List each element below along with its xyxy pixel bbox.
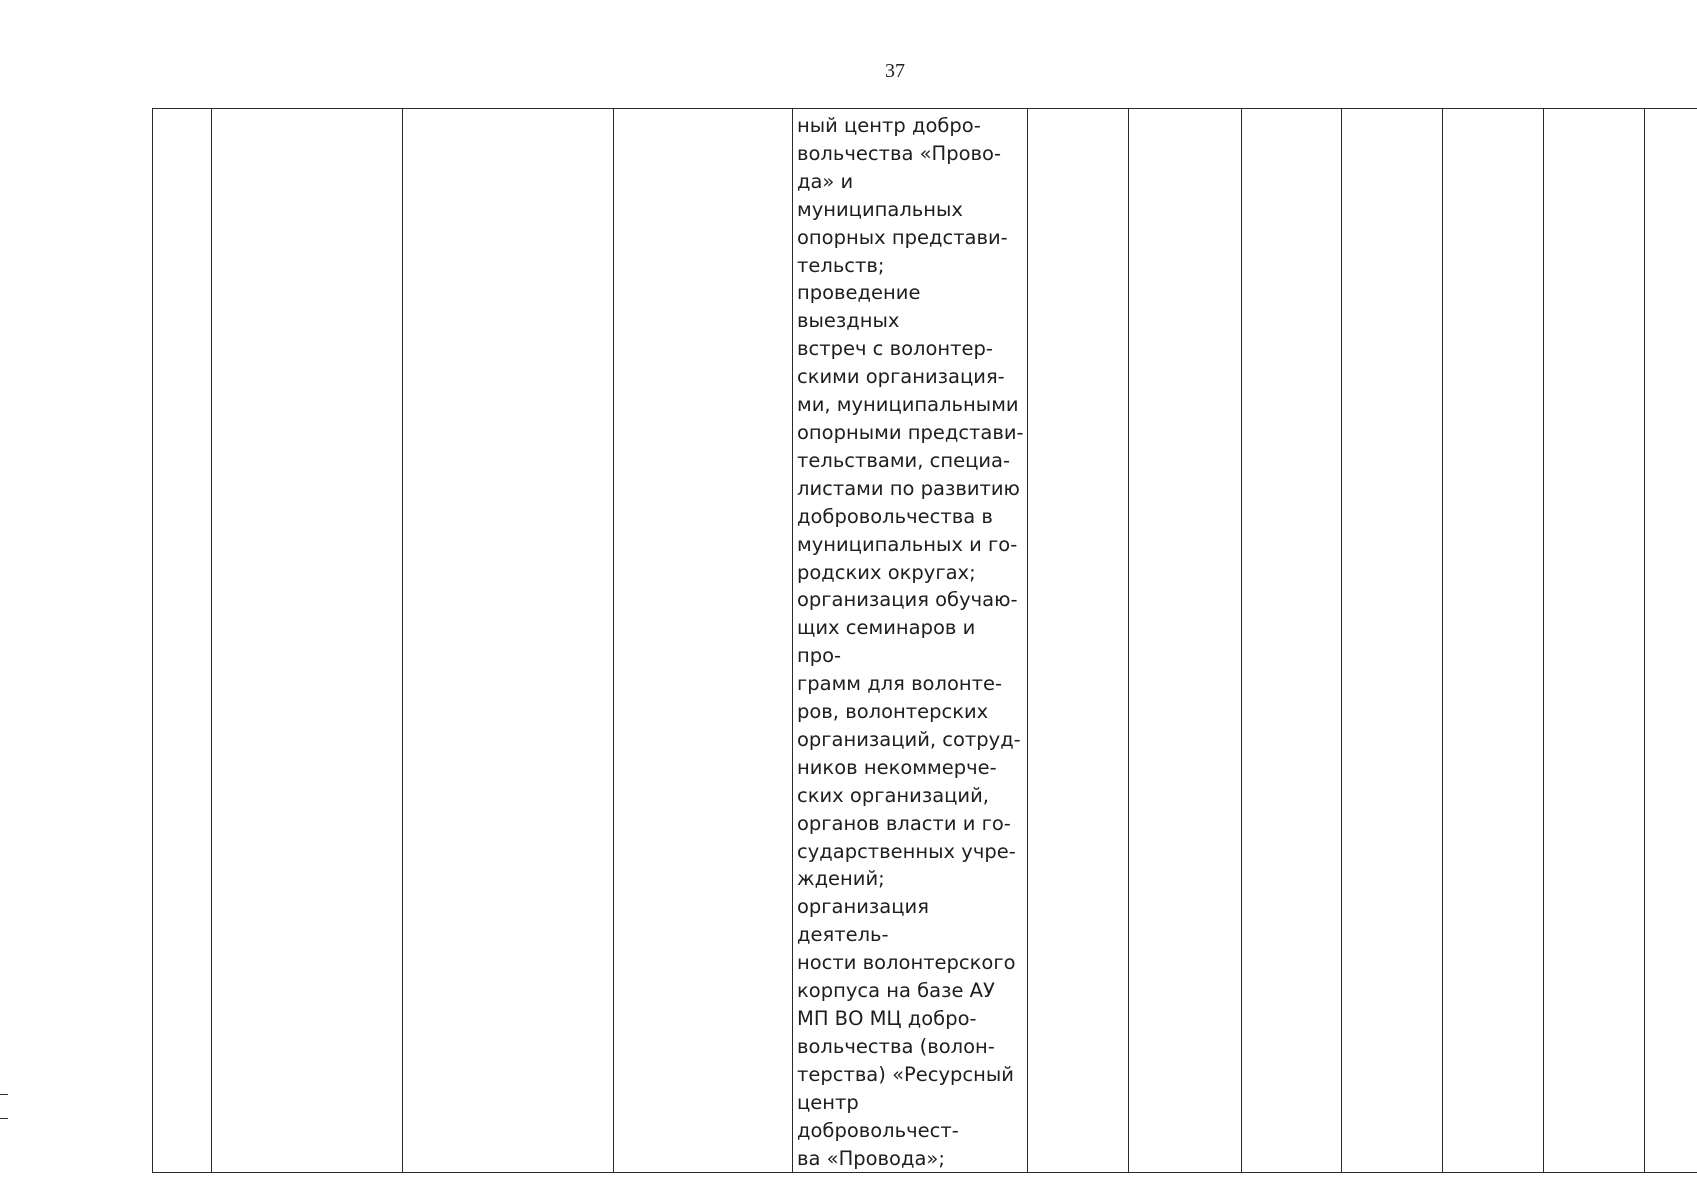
table-cell-2: [212, 109, 403, 1173]
table-cell-8: [1242, 109, 1342, 1173]
table-cell-activities: [793, 109, 1028, 1173]
table-cell-4: [614, 109, 793, 1173]
table-cell-12: [1645, 109, 1697, 1173]
table-cell-3: [403, 109, 614, 1173]
margin-tick-mark: [0, 1094, 8, 1095]
table-cell-1: [153, 109, 212, 1173]
table-cell-11: [1544, 109, 1645, 1173]
table-cell-9: [1342, 109, 1443, 1173]
page-number: 37: [885, 60, 905, 82]
activities-table: [152, 108, 1697, 1173]
table-cell-10: [1443, 109, 1544, 1173]
table-cell-6: [1028, 109, 1129, 1173]
table-row: [153, 109, 1697, 1173]
margin-tick-mark: [0, 1118, 8, 1119]
table-cell-7: [1129, 109, 1242, 1173]
activities-text: ный центр добро- вольчества «Прово- да» и муниципальных опорных представи- тельств; проведение выездных встреч с волонтер- скими организация- ми, муниципальными опорными представи- тельствами, специа- листами по развитию добровольчества в муниципальных и го- родских округах; организация обучаю- щих семинаров и про- грамм для волонте- ров, волонтерских организаций, сотруд- ников некоммерче- ских организаций, органов власти и го- сударственных учре- ждений; организация деятель- ности волонтерского корпуса на базе АУ МП ВО МЦ добро- вольчества (волон- терства) «Ресурсный центр добровольчест- ва «Провода»;: [797, 114, 1024, 1170]
